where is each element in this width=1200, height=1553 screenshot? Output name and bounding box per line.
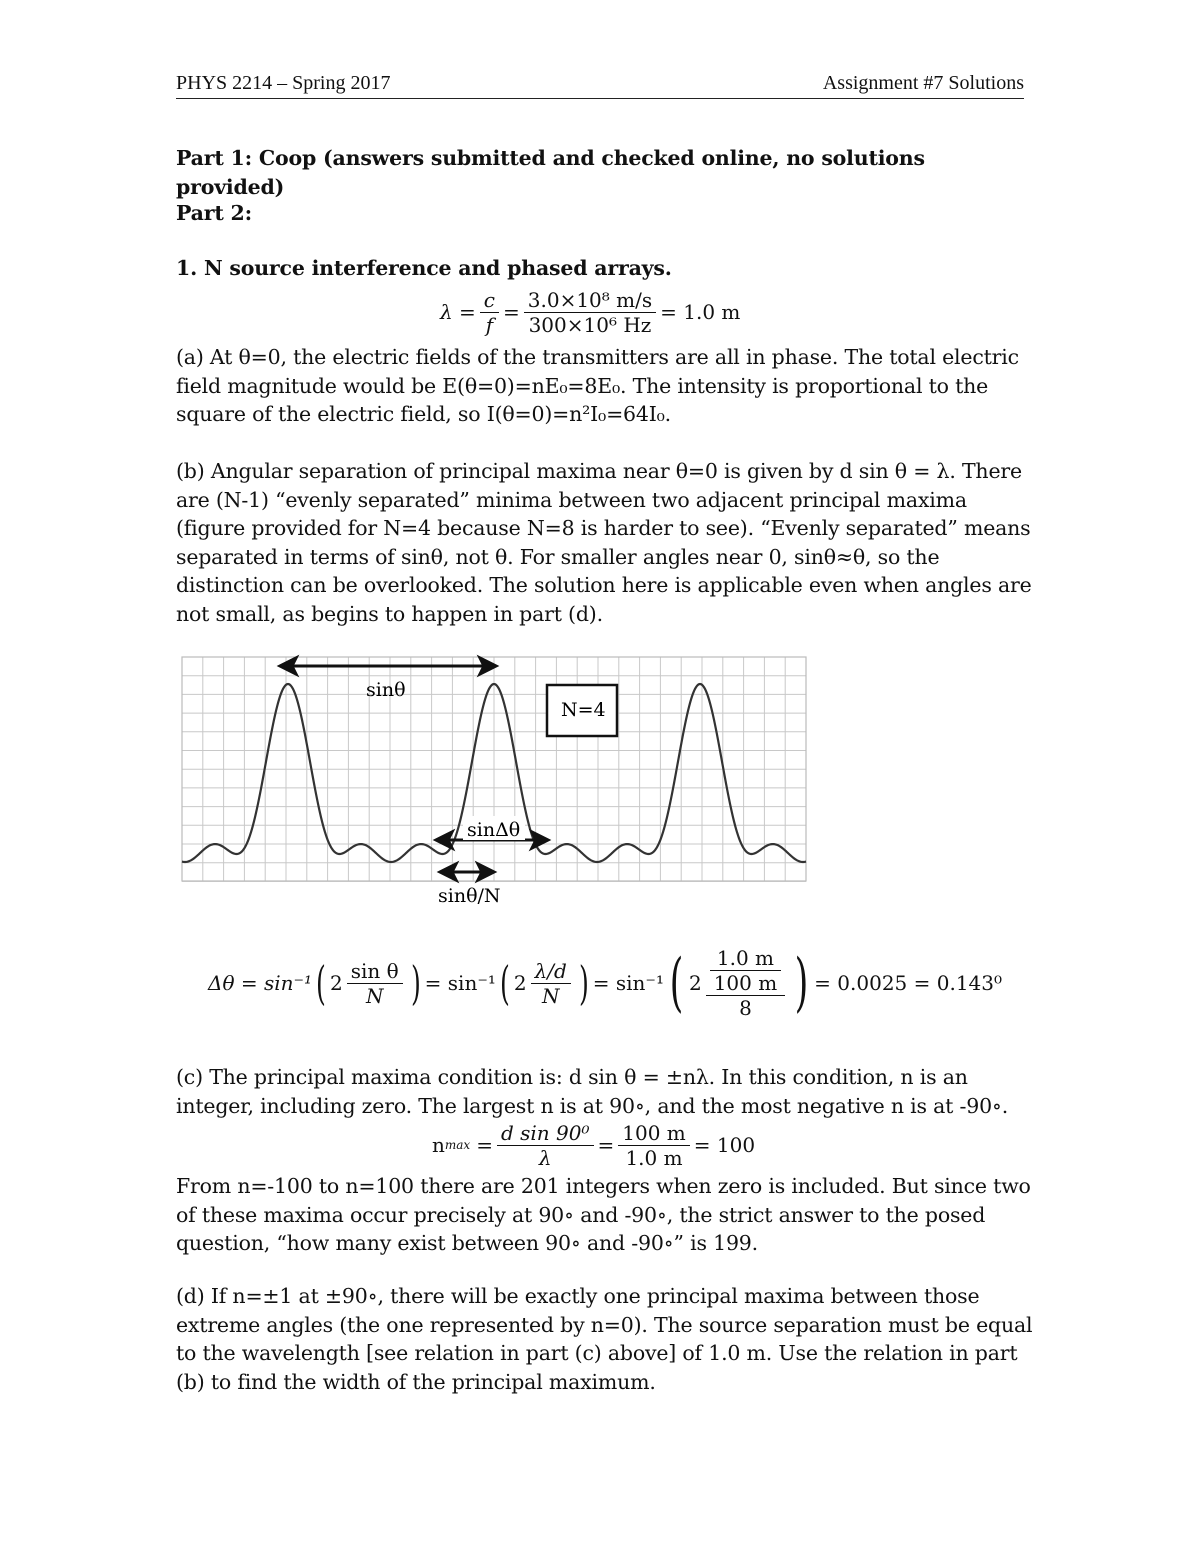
eq2-t2-num: λ/d — [531, 959, 571, 984]
arrow-sin-theta — [280, 658, 496, 674]
part-c-line: (c) The principal maxima condition is: d sin θ = ±nλ. In this condition, n is an — [176, 1065, 968, 1089]
part1-heading: Part 1: Coop (answers submitted and checked online, no solutions provided) — [176, 146, 925, 199]
part-b-line: (figure provided for N=4 because N=8 is harder to see). “Evenly separated” means — [176, 516, 1031, 540]
label-sin-delta-theta: sinΔθ — [467, 819, 521, 841]
delta-theta-equation: Δθ = sin⁻¹ ( 2 $\frac{\text{sin θ}}{N}$ ) = sin⁻¹ ( 2 $\frac{\lambda/d}{N}$ ) = sin⁻¹ ( 2 $\frac{\frac{1.0 m}{100 m}}{8}$ ) = 0.0025 = 0.143⁰ — [208, 946, 1003, 1020]
eq3-den2: 1.0 m — [625, 1145, 683, 1170]
eq3-lhs: n — [432, 1133, 445, 1157]
eq2-t1-den: N — [365, 983, 384, 1008]
part-a-line: field magnitude would be E(θ=0)=nE₀=8E₀. The intensity is proportional to the — [176, 373, 989, 398]
label-sin-theta-over-n: sinθ/N — [438, 885, 501, 907]
part-c2-line: From n=-100 to n=100 there are 201 integers when zero is included. But since two — [176, 1174, 1031, 1198]
eq3-rhs: = 100 — [693, 1133, 756, 1157]
part-c2-line: question, “how many exist between 90∘ and -90∘” is 199. — [176, 1231, 758, 1255]
part-d-line: extreme angles (the one represented by n=0). The source separation must be equal — [176, 1312, 1033, 1337]
eq2-lhs: Δθ = sin⁻¹ — [208, 971, 313, 995]
eq2-t2-den: N — [541, 983, 560, 1008]
eq1-f: f — [485, 312, 494, 337]
part-b-line: distinction can be overlooked. The solution here is applicable even when angles are — [176, 573, 1032, 597]
part-a-line: (a) At θ=0, the electric fields of the transmitters are all in phase. The total electric — [176, 345, 1019, 369]
part-b — [176, 457, 1036, 628]
nmax-equation: n max = $\frac{\text{d sin 90⁰}}{\lambda}$ = $\frac{100 m}{1.0 m}$ = 100 — [432, 1120, 756, 1170]
question1-title: 1. N source interference and phased arrays. — [176, 256, 672, 280]
wavelength-equation: λ = $\frac{c}{f}$ = $\frac{\text{3.0×10⁸ m/s}}{\text{300×10⁶ Hz}}$ = 1.0 m — [440, 287, 741, 337]
part-c-continued — [176, 1172, 1036, 1258]
eq2-t3-b: 100 m — [713, 971, 778, 995]
eq2-t3-a: 1.0 m — [710, 946, 782, 971]
part-d — [176, 1282, 1036, 1396]
arrow-sin-theta-over-n — [440, 864, 494, 880]
eq1-den: 300×10⁶ Hz — [528, 312, 652, 337]
eq3-sub: max — [444, 1138, 471, 1152]
part-c-line: integer, including zero. The largest n is at 90∘, and the most negative n is at -90∘. — [176, 1093, 1009, 1118]
eq2-two: 2 — [513, 971, 527, 995]
part-b-line: separated in terms of sinθ, not θ. For smaller angles near 0, sinθ≈θ, so the — [176, 544, 940, 569]
eq2-two: 2 — [688, 971, 702, 995]
label-n: N=4 — [561, 699, 606, 721]
header-course: PHYS 2214 – Spring 2017 — [176, 72, 391, 94]
part-d-line: (d) If n=±1 at ±90∘, there will be exactly one principal maxima between those — [176, 1284, 980, 1308]
eq1-num: 3.0×10⁸ m/s — [524, 288, 656, 313]
part-b-line: not small, as begins to happen in part (d). — [176, 601, 603, 626]
header-assignment: Assignment #7 Solutions — [822, 72, 1024, 94]
part-a — [176, 343, 1036, 429]
part-d-line: to the wavelength [see relation in part (c) above] of 1.0 m. Use the relation in part — [176, 1341, 1018, 1365]
part-c2-line: of these maxima occur precisely at 90∘ and -90∘, the strict answer to the posed — [176, 1202, 986, 1227]
page-header — [176, 72, 1024, 99]
eq2-t1-num: sin θ — [347, 959, 403, 984]
part-a-line: square of the electric field, so I(θ=0)=n²I₀=64I₀. — [176, 402, 671, 426]
eq2-two: 2 — [330, 971, 343, 995]
eq2-sin-b: = sin⁻¹ — [592, 971, 664, 995]
eq1-rhs: = 1.0 m — [660, 300, 741, 324]
figure-grid — [182, 657, 806, 881]
eq1-c: c — [480, 288, 499, 313]
eq2-sin-a: = sin⁻¹ — [424, 971, 496, 995]
interference-figure — [176, 650, 816, 910]
eq2-t3-c: 8 — [739, 996, 752, 1020]
eq1-lhs: λ = — [440, 300, 476, 324]
eq3-den1: λ — [538, 1145, 552, 1170]
part-b-line: are (N-1) “evenly separated” minima between two adjacent principal maxima — [176, 487, 967, 512]
eq2-result: = 0.0025 = 0.143⁰ — [814, 971, 1003, 995]
part-d-line: (b) to find the width of the principal maximum. — [176, 1369, 656, 1394]
eq3-num1: d sin 90⁰ — [497, 1121, 594, 1146]
label-sin-theta: sinθ — [366, 679, 406, 701]
part2-heading: Part 2: — [176, 201, 252, 225]
part-c — [176, 1063, 1036, 1120]
eq3-num2: 100 m — [618, 1121, 690, 1146]
part-b-line: (b) Angular separation of principal maxima near θ=0 is given by d sin θ = λ. There — [176, 459, 1022, 483]
